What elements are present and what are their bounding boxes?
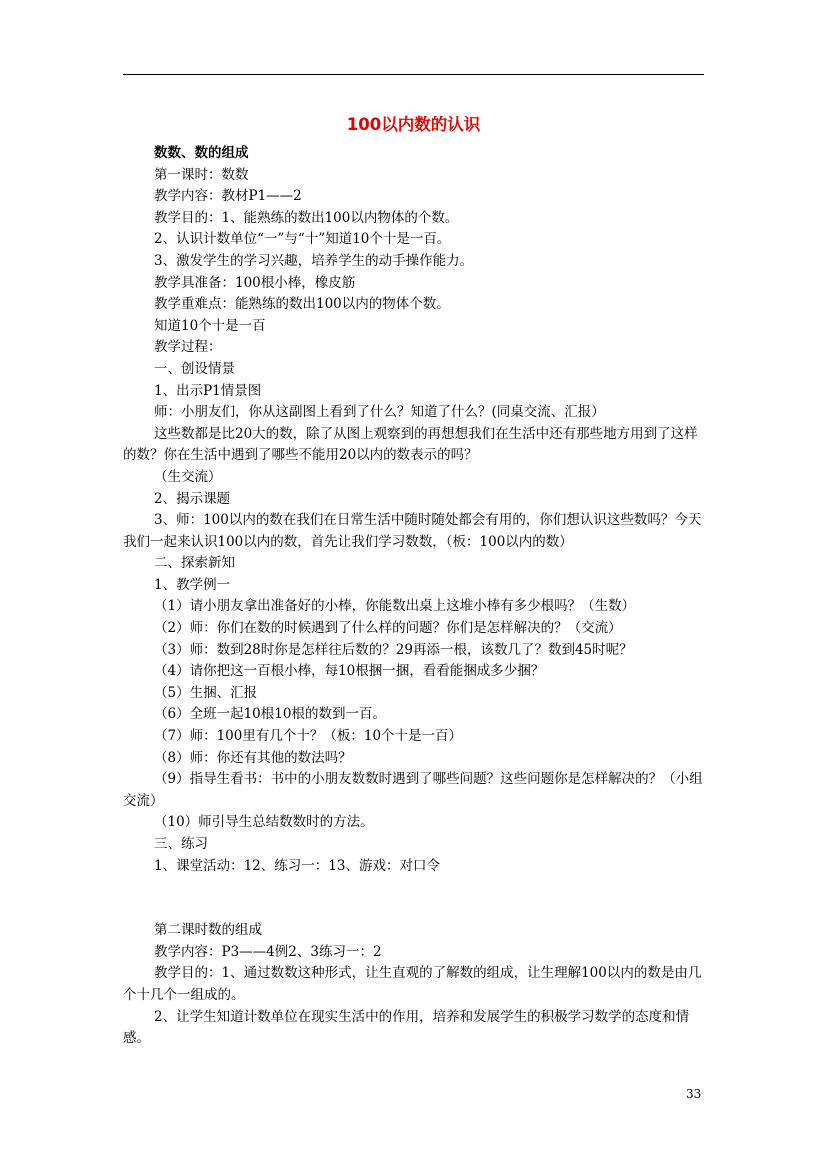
text-line: （生交流） (154, 468, 222, 485)
text-line: （7）师：100里有几个十？（板：10个十是一百） (154, 728, 463, 745)
text-line: 教学具准备：100根小棒，橡皮筋 (154, 274, 356, 291)
text-paragraph: 这些数都是比20大的数，除了从图上观察到的再想想我们在生活中还有那些地方用到了这样的数？你在生活中遇到了哪些不能用20以内的数表示的吗？ (123, 425, 698, 464)
text-paragraph: 3、师：100以内的数在我们在日常生活中随时随处都会有用的，你们想认识这些数吗？今天我们一起来认识100以内的数，首先让我们学习数数，（板：100以内的数） (123, 512, 702, 550)
text-line: 知道10个十是一百 (154, 317, 266, 334)
page-number: 33 (686, 1087, 702, 1101)
text-paragraph: 2、让学生知道计数单位在现实生活中的作用，培养和发展学生的积极学习数学的态度和情感。 (123, 1008, 690, 1047)
text-line: （5）生捆、汇报 (154, 684, 258, 701)
text-line: 教学重难点：能熟练的数出100以内的物体个数。 (154, 296, 450, 313)
text-line: 教学内容：P3——4例2、3练习一：2 (154, 943, 382, 960)
text-line: 2、揭示课题 (154, 490, 231, 507)
header-rule (123, 74, 704, 75)
text-line: 师：小朋友们，你从这副图上看到了什么？知道了什么？(同桌交流、汇报） (154, 404, 605, 421)
text-line: 教学过程： (154, 339, 222, 356)
text-line: 1、课堂活动：12、练习一：13、游戏：对口令 (154, 857, 440, 874)
text-line: 第一课时：数数 (154, 166, 249, 183)
text-line: 1、教学例一 (154, 576, 231, 593)
text-line: 1、出示P1情景图 (154, 382, 262, 399)
text-line: 一、创设情景 (154, 360, 235, 377)
text-paragraph: （9）指导生看书：书中的小朋友数数时遇到了哪些问题？这些问题你是怎样解决的？（小组交流） (123, 771, 703, 809)
document-title: 100以内数的认识 (346, 115, 481, 134)
text-line: （1）请小朋友拿出准备好的小棒，你能数出桌上这堆小棒有多少根吗？（生数） (154, 598, 636, 615)
text-line: 3、激发学生的学习兴趣，培养学生的动手操作能力。 (154, 252, 474, 269)
text-line: （4）请你把这一百根小棒，每10根捆一捆，看看能捆成多少捆？ (154, 663, 545, 680)
text-paragraph: 教学目的：1、通过数数这种形式，让生直观的了解数的组成，让生理解100以内的数是由几个十几个一组成的。 (123, 965, 702, 1003)
text-line: （6）全班一起10根10根的数到一百。 (154, 706, 386, 723)
text-line: 二、探索新知 (154, 555, 235, 572)
text-line: 2、认识计数单位“一”与“十”知道10个十是一百。 (154, 231, 451, 248)
section-heading: 数数、数的组成 (154, 145, 249, 161)
text-line: （10）师引导生总结数数时的方法。 (154, 814, 374, 831)
text-line: 三、练习 (154, 836, 208, 852)
text-line: 第二课时数的组成 (154, 922, 262, 939)
text-line: 教学目的：1、能熟练的数出100以内物体的个数。 (154, 209, 459, 226)
text-line: （2）师：你们在数的时候遇到了什么样的问题？你们是怎样解决的？（交流） (154, 620, 622, 637)
text-line: （8）师：你还有其他的数法吗？ (154, 749, 352, 766)
section-spacer (123, 877, 705, 920)
text-line: （3）师：数到28时你是怎样往后数的？29再添一根，该数几了？数到45时呢？ (154, 641, 633, 658)
document-body (123, 143, 705, 1050)
text-line: 教学内容：教材P1——2 (154, 188, 302, 205)
